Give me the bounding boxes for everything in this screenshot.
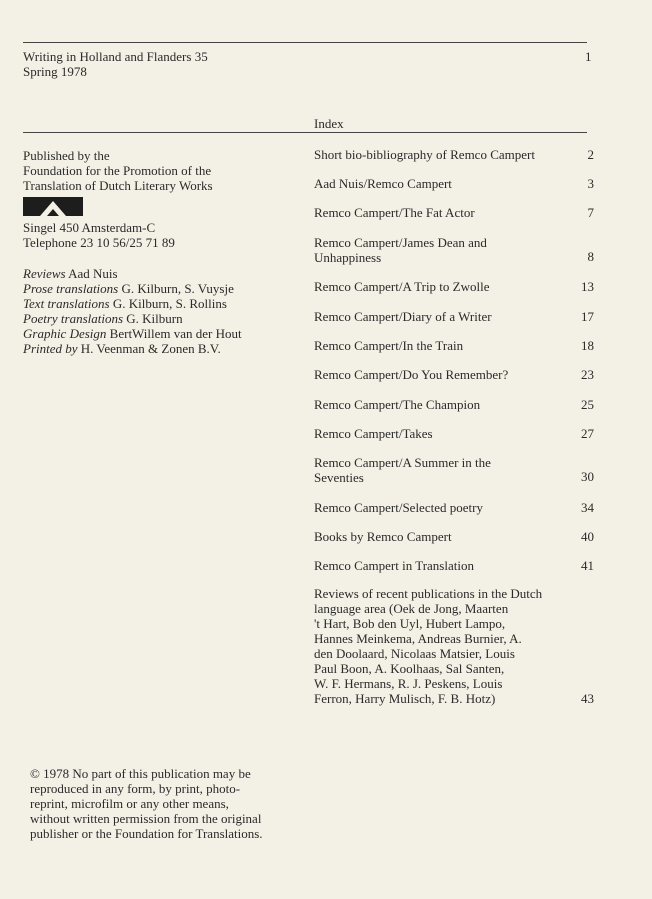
credit-role: Text translations: [23, 296, 110, 311]
credit-role: Printed by: [23, 341, 78, 356]
index-entry-page: 23: [581, 367, 594, 382]
index-entry-title: Remco Campert/Diary of a Writer: [314, 309, 492, 324]
index-entry-title: Remco Campert/Takes: [314, 426, 433, 441]
index-entry-page: 30: [581, 469, 594, 484]
index-heading: Index: [314, 116, 344, 131]
index-entry-title: Remco Campert/The Fat Actor: [314, 205, 475, 220]
credits-list: [23, 266, 242, 356]
index-entry-title: Remco Campert/Selected poetry: [314, 500, 483, 515]
credit-name: G. Kilburn, S. Vuysje: [121, 281, 234, 296]
index-entry-title: Remco Campert/In the Train: [314, 338, 464, 353]
index-entry-page: 13: [581, 279, 594, 294]
index-entry-page: 40: [581, 529, 594, 544]
index-entry-title: Aad Nuis/Remco Campert: [314, 176, 452, 191]
journal-title: Writing in Holland and Flanders 35 Spring 1978: [23, 49, 208, 79]
index-entry-page: 17: [581, 309, 594, 324]
index-entry-page: 27: [581, 426, 594, 441]
index-entry-title: Books by Remco Campert: [314, 529, 452, 544]
page-number: 1: [585, 49, 592, 64]
index-entry-page: 8: [587, 249, 594, 264]
index-entry-title: Remco Campert in Translation: [314, 558, 474, 573]
index-entry-title: Short bio-bibliography of Remco Campert: [314, 147, 535, 162]
publisher-text: Published by the Foundation for the Promotion of the Translation of Dutch Literary Works: [23, 148, 213, 193]
credit-line: [23, 326, 242, 341]
index-entry-title: Remco Campert/Do You Remember?: [314, 367, 509, 382]
index-entry-page: 41: [581, 558, 594, 573]
index-entry-title: Remco Campert/James Dean and Unhappiness: [314, 235, 487, 265]
copyright-notice: © 1978 No part of this publication may be reproduced in any form, by print, photo- reprint, microfilm or any other means, without written permission from the original publisher or the Foundation for Translations.: [30, 766, 263, 841]
credit-name: G. Kilburn: [126, 311, 183, 326]
index-entry-page: 3: [587, 176, 594, 191]
index-entry-page: 34: [581, 500, 594, 515]
foundation-logo-icon: [23, 197, 83, 216]
credit-role: Poetry translations: [23, 311, 124, 326]
index-entry-page: 25: [581, 397, 594, 412]
publisher-address: Singel 450 Amsterdam-C Telephone 23 10 56/25 71 89: [23, 220, 175, 250]
top-rule: [23, 42, 587, 43]
credit-line: [23, 341, 242, 356]
credit-name: H. Veenman & Zonen B.V.: [80, 341, 221, 356]
credit-name: Aad Nuis: [68, 266, 118, 281]
index-entry-page: 18: [581, 338, 594, 353]
index-entry-page: 2: [587, 147, 594, 162]
credit-name: BertWillem van der Hout: [109, 326, 242, 341]
credit-line: [23, 296, 242, 311]
credit-role: Graphic Design: [23, 326, 107, 341]
index-entry-page: 7: [587, 205, 594, 220]
credit-role: Reviews: [23, 266, 66, 281]
index-entry-title: Remco Campert/A Summer in the Seventies: [314, 455, 491, 485]
credit-line: [23, 281, 242, 296]
index-entry-title: Remco Campert/The Champion: [314, 397, 481, 412]
index-rule: [23, 132, 587, 133]
credit-name: G. Kilburn, S. Rollins: [112, 296, 227, 311]
index-entry-page: 43: [581, 691, 594, 706]
credit-line: [23, 311, 242, 326]
index-entry-title: Reviews of recent publications in the Dutch language area (Oek de Jong, Maarten 't Hart, Bob den Uyl, Hubert Lampo, Hannes Meinkema, Andreas Burnier, A. den Doolaard, Nicolaas Matsier, Louis Paul Boon, A. Koolhaas, Sal Santen, W. F. Hermans, R. J. Peskens, Louis Ferron, Harry Mulisch, F. B. Hotz): [314, 586, 543, 706]
credit-role: Prose translations: [23, 281, 119, 296]
credit-line: [23, 266, 242, 281]
index-entry-title: Remco Campert/A Trip to Zwolle: [314, 279, 490, 294]
